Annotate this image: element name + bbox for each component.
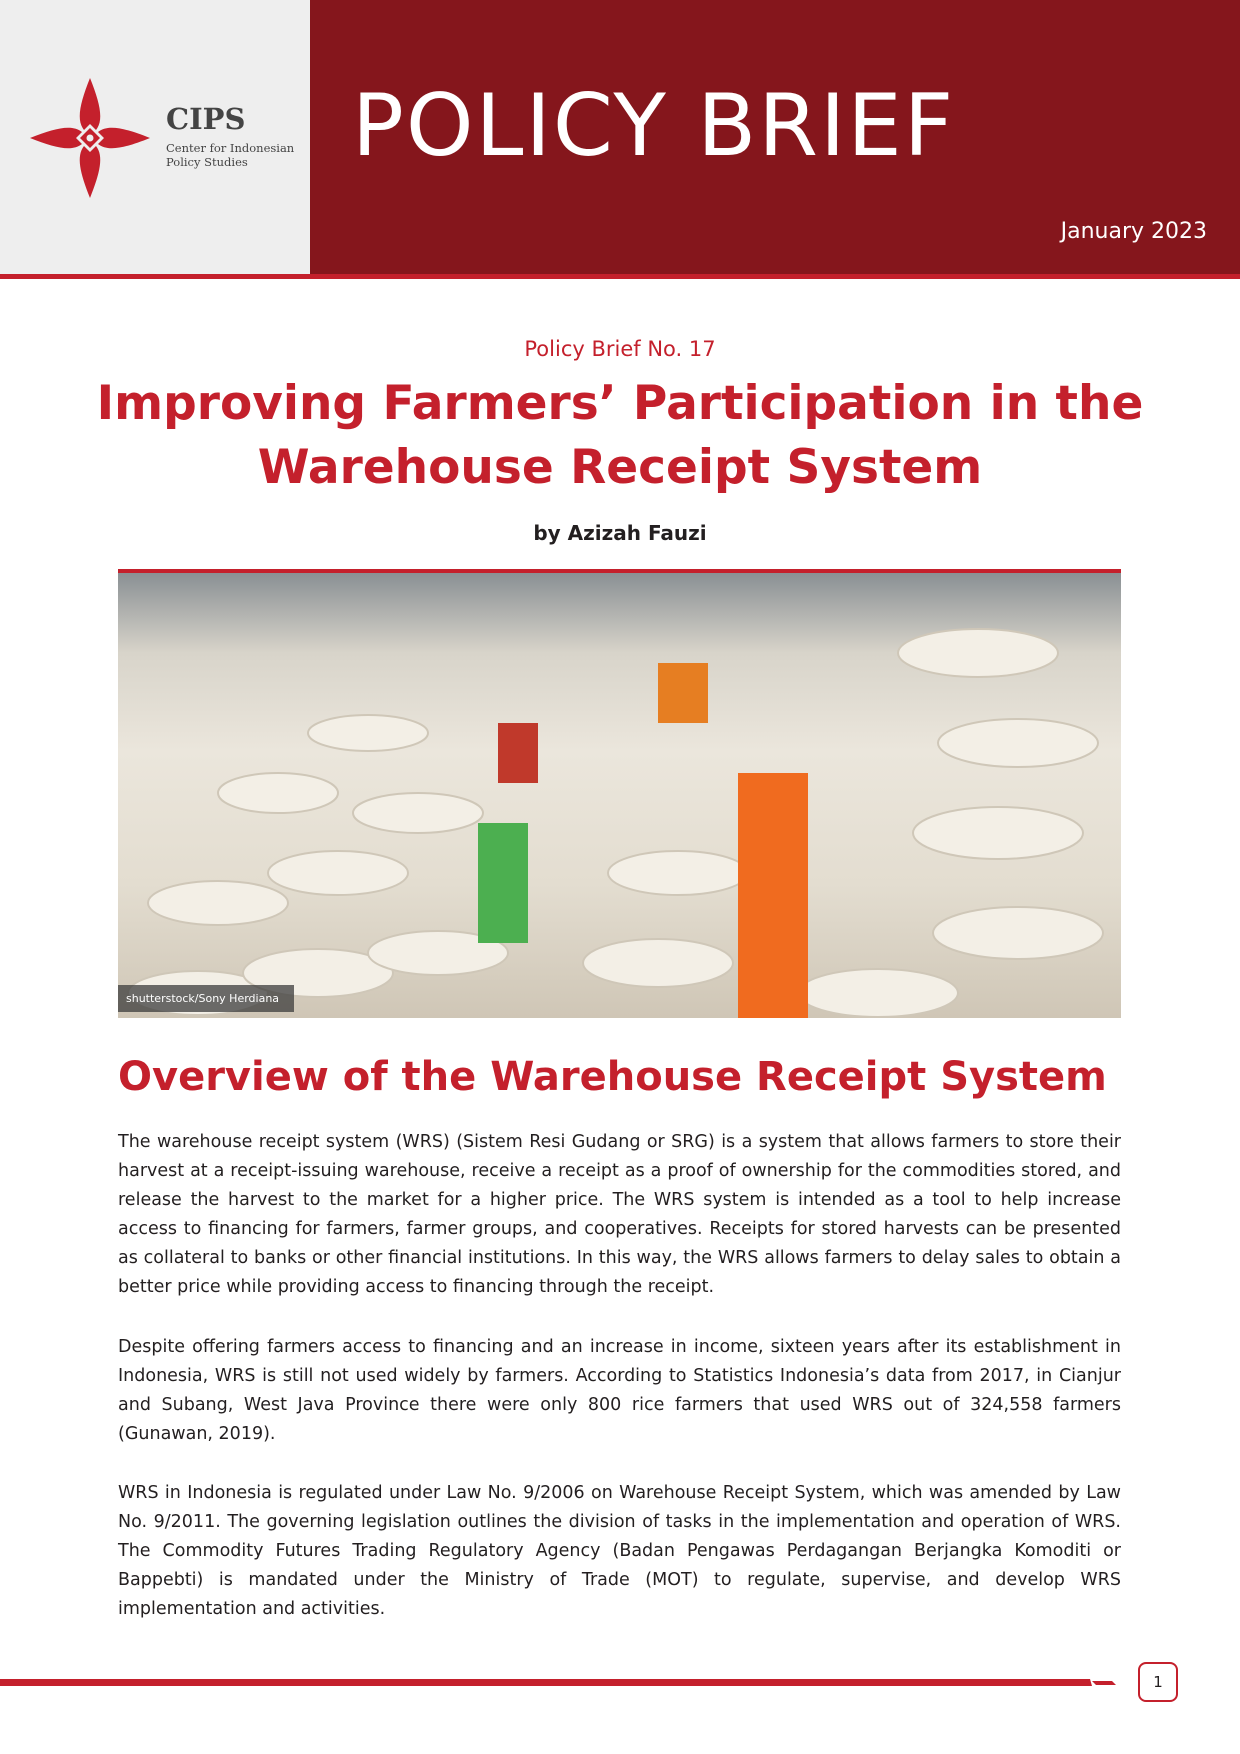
cover-photo bbox=[118, 573, 1121, 1018]
photo-credit: shutterstock/Sony Herdiana bbox=[118, 985, 294, 1012]
paragraph: WRS in Indonesia is regulated under Law No. 9/2006 on Warehouse Receipt System, which was amended by Law No. 9/2011. The governing legislation outlines the division of tasks in the implementation and operation of WRS. The Commodity Futures Trading Regulatory Agency (Badan Pengawas Perdagangan Berjangka Komoditi or Bappebti) is mandated under the Ministry of Trade (MOT) to regulate, supervise, and develop WRS implementation and activities. bbox=[118, 1483, 1121, 1619]
header-divider bbox=[0, 274, 1240, 279]
footer-divider bbox=[0, 1679, 1092, 1686]
logo-name: CIPS bbox=[166, 102, 246, 136]
logo-panel bbox=[0, 0, 310, 276]
page-number: 1 bbox=[1138, 1662, 1178, 1702]
section-heading: Overview of the Warehouse Receipt System bbox=[118, 1054, 1107, 1100]
brief-number: Policy Brief No. 17 bbox=[524, 337, 716, 361]
title-line-1: Improving Farmers’ Participation in the bbox=[96, 376, 1144, 431]
title-line-2: Warehouse Receipt System bbox=[257, 440, 983, 495]
cips-logo-icon bbox=[28, 76, 152, 200]
logo-subtitle: Center for Indonesian Policy Studies bbox=[166, 141, 295, 169]
paragraph: Despite offering farmers access to financing and an increase in income, sixteen years after its establishment in Indonesia, WRS is still not used widely by farmers. According to Statistics Indonesia’s data from 2017, in Cianjur and Subang, West Java Province there were only 800 rice farmers that used WRS out of 324,558 farmers (Gunawan, 2019). bbox=[118, 1337, 1121, 1444]
publication-date: January 2023 bbox=[1060, 219, 1207, 244]
warehouse-sacks-illustration bbox=[118, 573, 1121, 1018]
document-type-title: POLICY BRIEF bbox=[352, 76, 956, 176]
page-title bbox=[0, 372, 1240, 500]
byline: by Azizah Fauzi bbox=[533, 521, 707, 545]
footer-accent bbox=[1092, 1681, 1116, 1685]
paragraph: The warehouse receipt system (WRS) (Sistem Resi Gudang or SRG) is a system that allows farmers to store their harvest at a receipt-issuing warehouse, receive a receipt as a proof of ownership for the commodities stored, and release the harvest to the market for a higher price. The WRS system is intended as a tool to help increase access to financing for farmers, farmer groups, and cooperatives. Receipts for stored harvests can be presented as collateral to banks or other financial institutions. In this way, the WRS allows farmers to delay sales to obtain a better price while providing access to financing through the receipt. bbox=[118, 1132, 1121, 1297]
